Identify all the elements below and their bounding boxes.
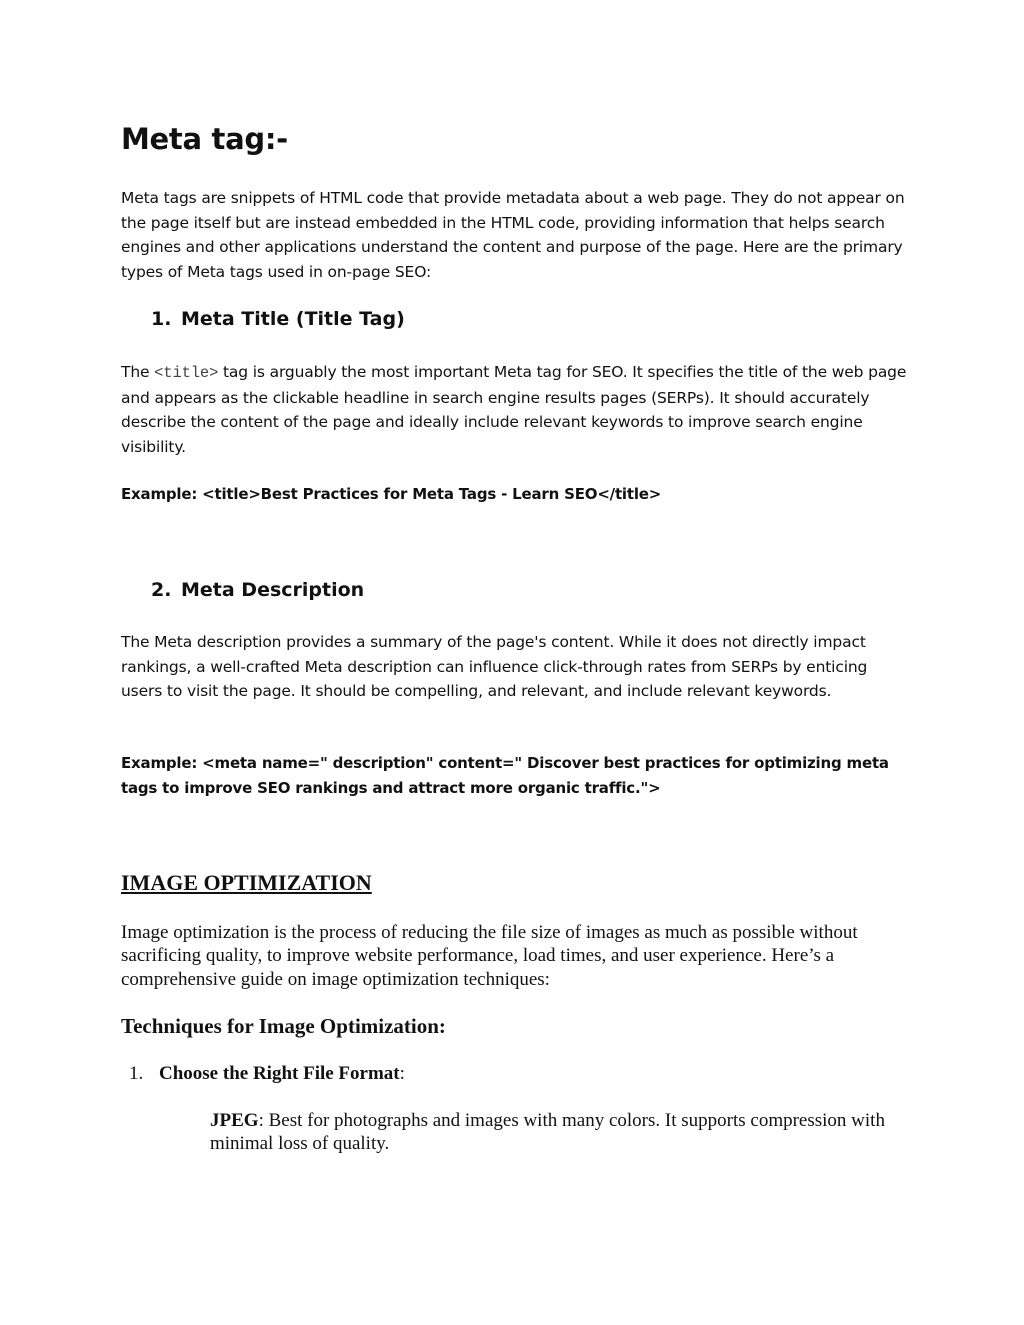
list-number: 2. bbox=[151, 579, 172, 601]
meta-title-example: Example: <title>Best Practices for Meta Tags - Learn SEO</title> bbox=[121, 485, 662, 503]
meta-title-paragraph bbox=[121, 360, 911, 459]
body-prefix: The bbox=[121, 363, 155, 381]
list-item-file-format bbox=[129, 1063, 405, 1085]
meta-description-paragraph: The Meta description provides a summary of the page's content. While it does not directly impact rankings, a well-crafted Meta description can influence click-through rates from SERPs by enticing users to visit the page. It should be compelling, and relevant, and include relevant keywords. bbox=[121, 633, 868, 701]
meta-intro-paragraph: Meta tags are snippets of HTML code that provide metadata about a web page. They do not appear on the page itself but are instead embedded in the HTML code, providing information that helps search engines and other applications understand the content and purpose of the page. Here are the primary types of Meta tags used in on-page SEO: bbox=[121, 189, 905, 281]
jpeg-term: JPEG bbox=[210, 1110, 259, 1131]
meta-description-heading bbox=[151, 579, 364, 601]
jpeg-description bbox=[210, 1109, 910, 1156]
jpeg-text: : Best for photographs and images with many colors. It supports compression with minimal loss of quality. bbox=[210, 1110, 885, 1155]
list-item-label: Choose the Right File Format bbox=[159, 1063, 400, 1084]
heading-text: Meta Description bbox=[181, 579, 365, 601]
body-rest: tag is arguably the most important Meta tag for SEO. It specifies the title of the web page and appears as the clickable headline in search engine results pages (SERPs). It should accurately describe the content of the page and ideally include relevant keywords to improve search engine visibility. bbox=[121, 363, 907, 456]
list-number: 1. bbox=[129, 1063, 144, 1084]
list-number: 1. bbox=[151, 308, 172, 330]
image-optimization-intro: Image optimization is the process of reducing the file size of images as much as possible without sacrificing quality, to improve website performance, load times, and user experience. Here’s a comprehensive guide on image optimization techniques: bbox=[121, 922, 858, 990]
meta-tag-title: Meta tag:- bbox=[121, 122, 288, 156]
meta-description-example: Example: <meta name=" description" content=" Discover best practices for optimizing meta tags to improve SEO rankings and attract more organic traffic."> bbox=[121, 754, 889, 797]
title-code-snippet: <title> bbox=[154, 364, 219, 382]
techniques-heading: Techniques for Image Optimization: bbox=[121, 1014, 446, 1038]
meta-title-heading bbox=[151, 308, 405, 330]
image-optimization-title: IMAGE OPTIMIZATION bbox=[121, 870, 372, 895]
heading-text: Meta Title (Title Tag) bbox=[181, 308, 405, 330]
list-item-suffix: : bbox=[399, 1063, 405, 1084]
